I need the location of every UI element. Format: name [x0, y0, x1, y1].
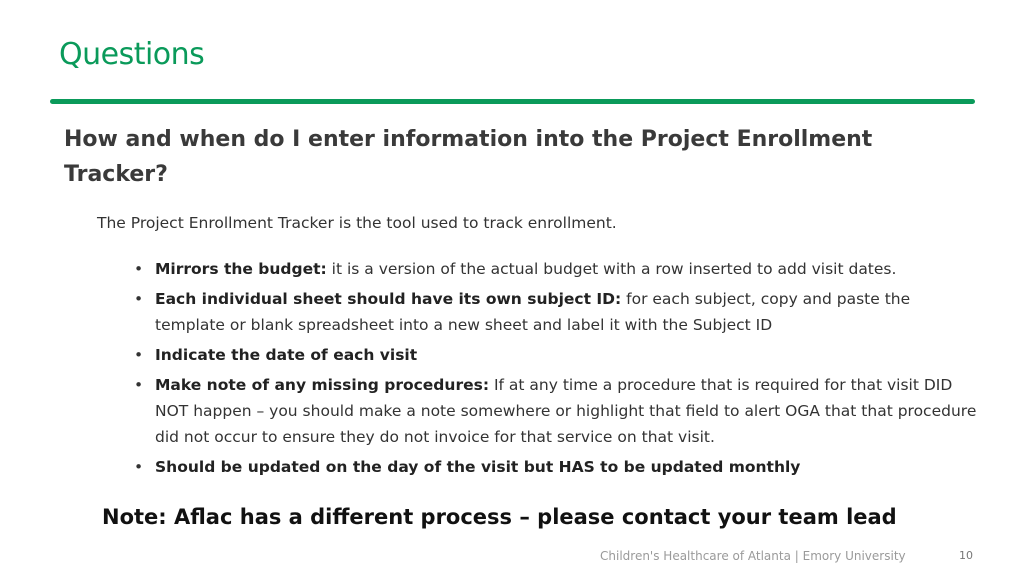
- bullet-bold: Make note of any missing procedures:: [155, 376, 490, 394]
- slide-title: Questions: [59, 37, 205, 72]
- bullet-bold: Indicate the date of each visit: [155, 346, 418, 364]
- bullet-item: [134, 256, 979, 282]
- bullet-dot: •: [134, 260, 144, 278]
- bullet-dot: •: [134, 376, 144, 394]
- bullet-item: [134, 286, 979, 338]
- bullet-bold: Mirrors the budget:: [155, 260, 327, 278]
- bullet-dot: •: [134, 346, 144, 364]
- team-lead-note: Note: Aflac has a different process – please contact your team lead: [102, 505, 897, 529]
- footer-organization: Children's Healthcare of Atlanta | Emory University: [600, 549, 906, 563]
- bullet-bold: Should be updated on the day of the visit but HAS to be updated monthly: [155, 458, 801, 476]
- bullet-dot: •: [134, 458, 144, 476]
- title-divider: [50, 99, 975, 104]
- intro-text: The Project Enrollment Tracker is the tool used to track enrollment.: [97, 214, 617, 232]
- bullet-text: it is a version of the actual budget with a row inserted to add visit dates.: [326, 260, 897, 278]
- question-heading: How and when do I enter information into the Project Enrollment Tracker?: [64, 127, 873, 187]
- bullet-item: [134, 372, 979, 450]
- bullet-text: for each subject, copy and paste the template or blank spreadsheet into a new sheet and label it with the Subject ID: [155, 290, 911, 334]
- bullet-list: [134, 256, 979, 484]
- bullet-text: If at any time a procedure that is required for that visit DID NOT happen – you should make a note somewhere or highlight that field to alert OGA that that procedure did not occur to ensure they do not invoice for that service on that visit.: [155, 376, 977, 446]
- bullet-item: [134, 342, 979, 368]
- bullet-dot: •: [134, 290, 144, 308]
- bullet-bold: Each individual sheet should have its own subject ID:: [155, 290, 622, 308]
- page-number: 10: [959, 549, 973, 562]
- bullet-item: [134, 454, 979, 480]
